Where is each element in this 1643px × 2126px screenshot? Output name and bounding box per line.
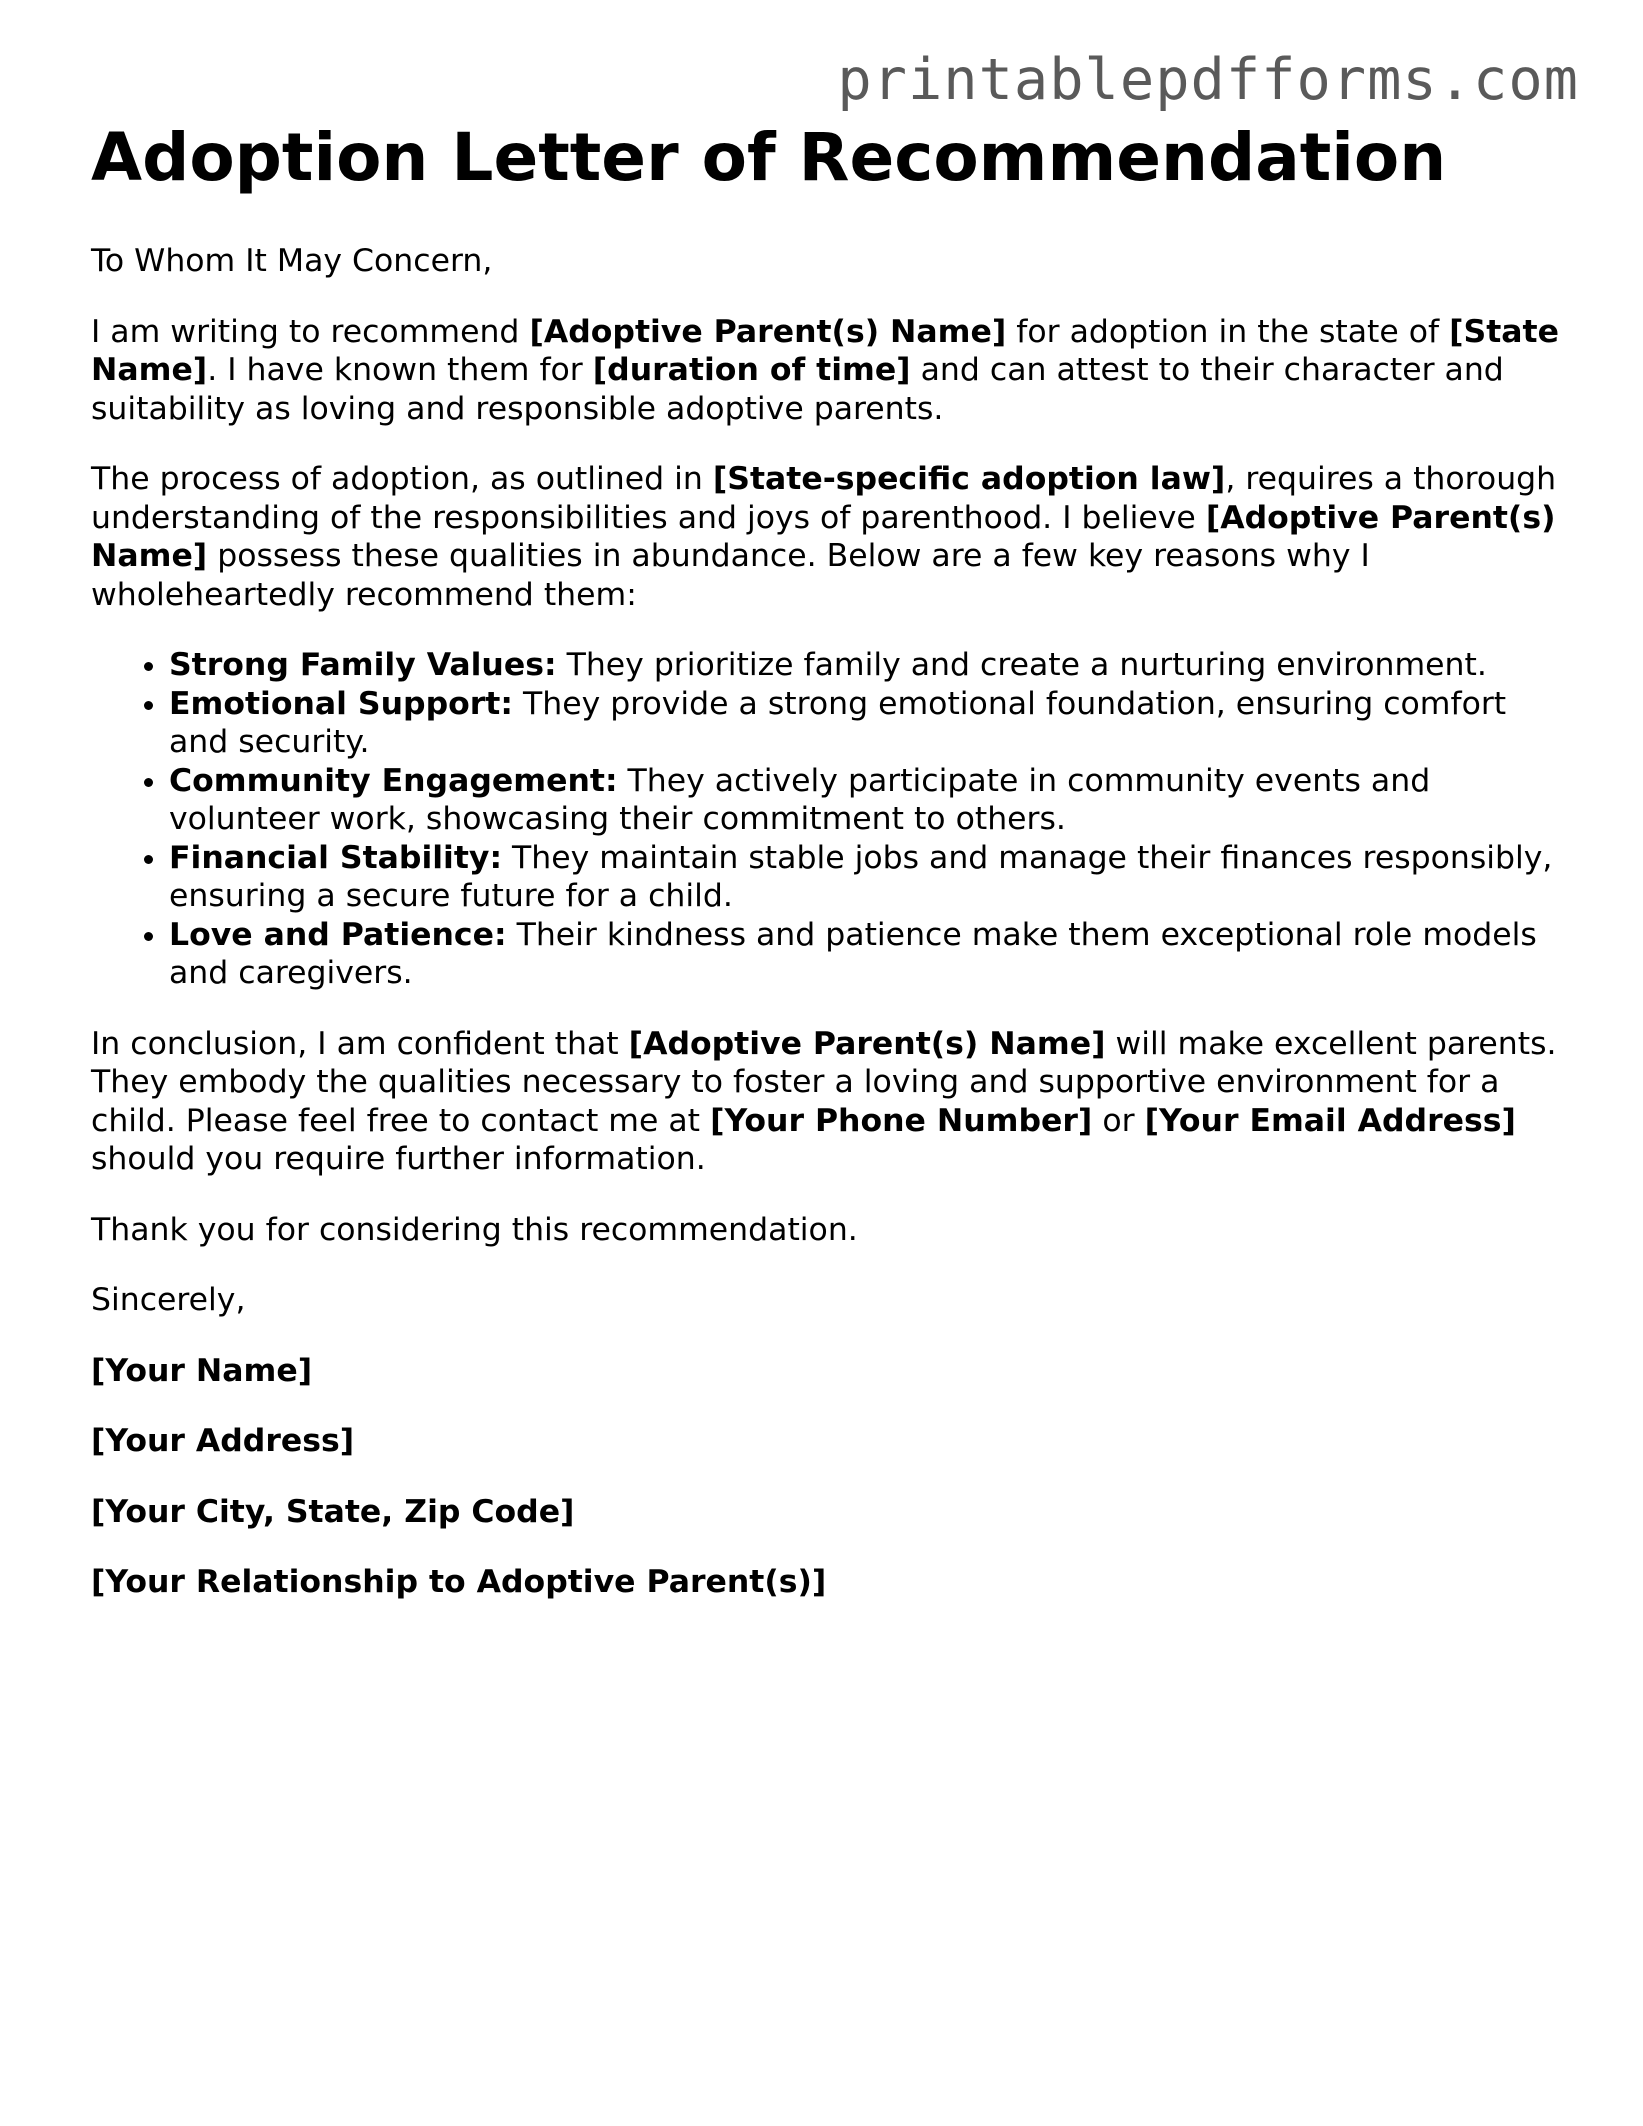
text-run: will make excellent parents. They embody the qualities necessary to foster a loving and supportive environment for a child. Please feel free to contact me at <box>91 1025 1557 1139</box>
placeholder-state-name: [State Name] <box>91 313 1559 388</box>
text-run: and can attest to their character and suitability as loving and responsible adoptive parents. <box>91 352 1504 427</box>
paragraph-process <box>91 460 1561 614</box>
reason-text: They prioritize family and create a nurturing environment. <box>556 647 1487 683</box>
paragraph-introduction <box>91 313 1561 429</box>
salutation: To Whom It May Concern, <box>91 243 493 279</box>
paragraph-conclusion <box>91 1025 1561 1179</box>
placeholder-adoptive-parent-name: [Adoptive Parent(s) Name] <box>628 1025 1106 1062</box>
reason-label: Strong Family Values: <box>169 647 557 683</box>
page-title: Adoption Letter of Recommendation <box>91 119 1447 196</box>
text-run: possess these qualities in abundance. Below are a few key reasons why I wholeheartedly recommend them: <box>91 538 1370 613</box>
signature-address: [Your Address] <box>91 1423 355 1459</box>
placeholder-adoptive-parent-name: [Adoptive Parent(s) Name] <box>529 313 1007 350</box>
list-item <box>169 916 1561 993</box>
watermark-text: printablepdfforms.com <box>837 47 1579 113</box>
placeholder-email-address: [Your Email Address] <box>1144 1102 1516 1139</box>
signature-city-state-zip: [Your City, State, Zip Code] <box>91 1493 575 1530</box>
reason-label: Love and Patience: <box>169 916 507 953</box>
text-run: or <box>1092 1102 1145 1139</box>
reason-label: Community Engagement: <box>169 762 618 799</box>
text-run: , requires a thorough understanding of the responsibilities and joys of parenthood. I believe <box>91 461 1557 536</box>
list-item <box>169 646 1561 685</box>
signature-relationship: [Your Relationship to Adoptive Parent(s)] <box>91 1564 827 1600</box>
placeholder-duration: [duration of time] <box>592 352 911 388</box>
text-run: . I have known them for <box>207 352 593 388</box>
text-run: I am writing to recommend <box>91 313 530 350</box>
text-run: The process of adoption, as outlined in <box>91 461 713 497</box>
reason-label: Financial Stability: <box>169 839 503 876</box>
list-item <box>169 839 1561 916</box>
placeholder-adoptive-parent-name: [Adoptive Parent(s) Name] <box>91 499 1556 574</box>
list-item <box>169 685 1561 762</box>
thanks-line: Thank you for considering this recommendation. <box>91 1211 858 1248</box>
closing-line: Sincerely, <box>91 1282 246 1318</box>
text-run: In conclusion, I am confident that <box>91 1025 629 1062</box>
list-item <box>169 762 1561 839</box>
reason-text: They actively participate in community events and volunteer work, showcasing their commitment to others. <box>169 762 1431 837</box>
placeholder-phone-number: [Your Phone Number] <box>710 1102 1093 1139</box>
reason-text: They maintain stable jobs and manage their finances responsibly, ensuring a secure future for a child. <box>169 839 1553 914</box>
reason-text: They provide a strong emotional foundation, ensuring comfort and security. <box>169 685 1507 760</box>
reason-text: Their kindness and patience make them exceptional role models and caregivers. <box>169 916 1537 991</box>
text-run: for adoption in the state of <box>1006 313 1450 350</box>
signature-name: [Your Name] <box>91 1352 313 1389</box>
placeholder-state-law: [State-specific adoption law] <box>712 461 1226 497</box>
reason-label: Emotional Support: <box>169 685 513 722</box>
text-run: should you require further information. <box>91 1141 706 1177</box>
reasons-list <box>91 646 1561 993</box>
letter-page <box>91 118 1561 1634</box>
